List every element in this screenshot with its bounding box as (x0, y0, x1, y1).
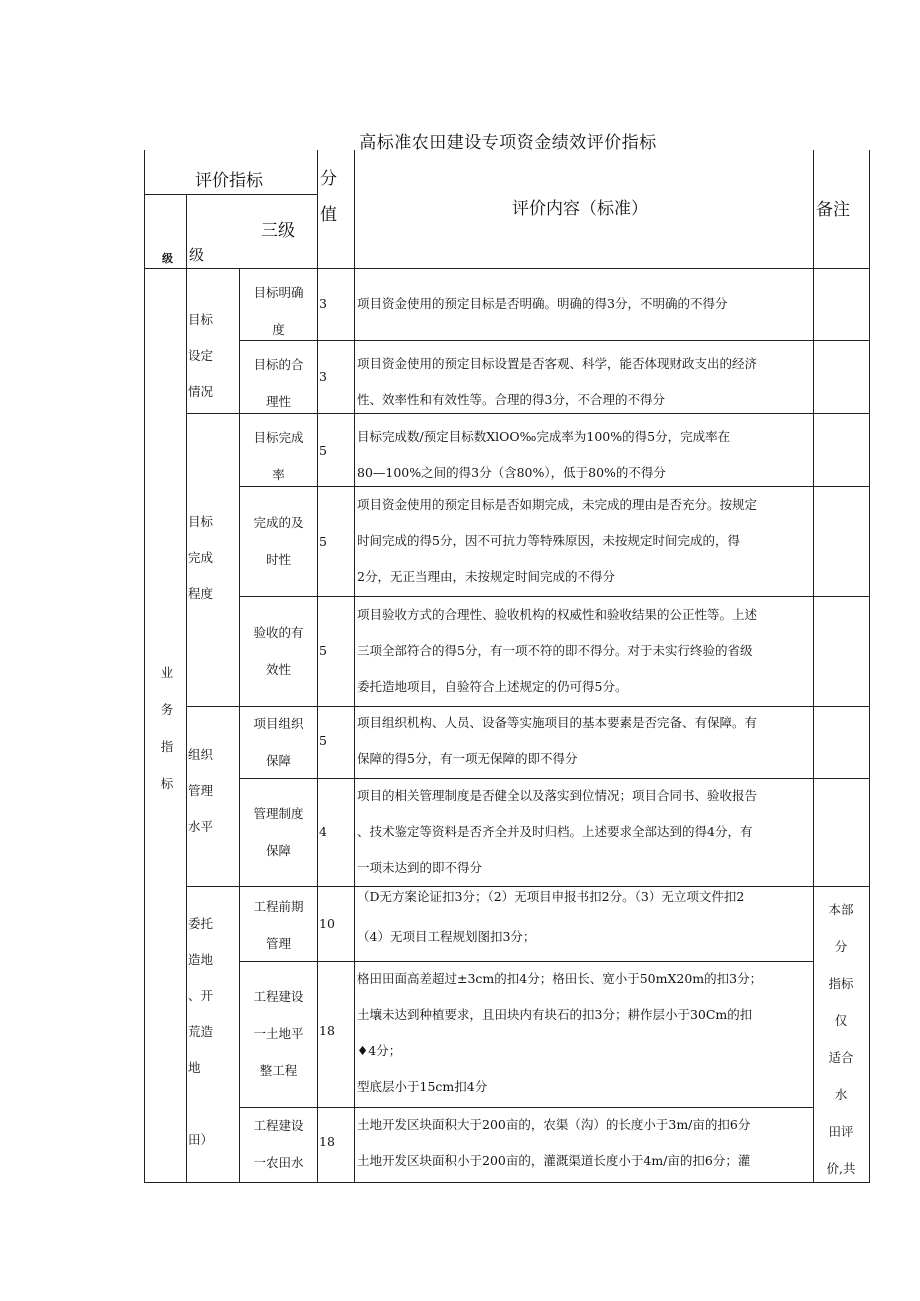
content-line: 一项未达到的即不得分 (357, 860, 483, 875)
level3-line: 工程建设 (253, 989, 304, 1004)
header-level1: 级 (162, 252, 173, 265)
level2-line: 荒造 (188, 1024, 214, 1039)
level3-line: 率 (272, 467, 285, 482)
level1-char: 务 (160, 702, 174, 717)
content-line: 保障的得5分，有一项无保障的即不得分 (357, 751, 578, 766)
score-cell: 10 (319, 916, 335, 931)
remark-line: 田评 (828, 1124, 854, 1139)
level2-goal-completion (188, 504, 213, 612)
level3-cell (240, 419, 317, 493)
content-cell (357, 346, 757, 418)
level2-line: 目标 (188, 514, 214, 529)
level2-line: 水平 (188, 819, 214, 834)
level2-line: 管理 (188, 783, 214, 798)
level3-cell (240, 346, 317, 420)
remark-line: 本部 (828, 902, 854, 917)
content-line: 土地开发区块面积大于200亩的，农渠（沟）的长度小于3m/亩的扣6分 (357, 1117, 751, 1132)
content-line: 土地开发区块面积小于200亩的，灌溉渠道长度小于4m/亩的扣6分；灌 (357, 1153, 751, 1168)
header-content: 评价内容（标准） (512, 199, 648, 219)
content-cell (357, 1107, 750, 1179)
content-cell (357, 705, 757, 777)
level3-line: 管理 (265, 936, 291, 951)
content-cell (357, 597, 757, 705)
remark-cell (813, 891, 869, 1187)
level2-commissioned-land (188, 906, 213, 1158)
score-cell: 5 (319, 534, 327, 549)
level3-line: 目标完成 (253, 430, 304, 445)
content-line: 时间完成的得5分，因不可抗力等特殊原因，未按规定时间完成的，得 (357, 533, 740, 548)
header-score-2: 值 (320, 205, 337, 225)
header-level3: 三级 (261, 221, 295, 241)
content-cell (357, 778, 757, 886)
content-cell (357, 961, 762, 1105)
score-cell: 3 (319, 296, 327, 311)
content-line: 型底层小于15cm扣4分 (357, 1079, 488, 1094)
content-line: 目标完成数/预定目标数XlOO‰完成率为100%的得5分，完成率在 (357, 429, 731, 444)
content-line: 项目验收方式的合理性、验收机构的权威性和验收结果的公正性等。上述 (357, 607, 758, 622)
header-score-1: 分 (320, 169, 337, 189)
content-line: 项目组织机构、人员、设备等实施项目的基本要素是否完备、有保障。有 (357, 715, 758, 730)
level1-char: 标 (160, 776, 174, 791)
remark-line: 价,共 (826, 1161, 856, 1176)
level3-line: 目标的合 (253, 357, 304, 372)
level3-cell (240, 978, 317, 1089)
level3-line: 度 (272, 322, 285, 337)
level3-cell (240, 705, 317, 779)
level3-line: 一农田水 (253, 1155, 304, 1170)
level3-cell (240, 274, 317, 348)
content-line: （D无方案论证扣3分；（2）无项目申报书扣2分。（3）无立项文件扣2 (357, 889, 745, 904)
header-remark: 备注 (816, 200, 850, 220)
score-cell: 4 (319, 824, 327, 839)
content-line: 三项全部符合的得5分，有一项不符的即不得分。对于未实行终验的省级 (357, 643, 753, 658)
content-line: 2分，无正当理由，未按规定时间完成的不得分 (357, 569, 615, 584)
level3-cell (240, 614, 317, 688)
content-cell (357, 419, 730, 491)
level2-line: 完成 (188, 550, 214, 565)
level3-line: 管理制度 (253, 806, 304, 821)
level2-line: 、开 (188, 988, 214, 1003)
level3-line: 工程建设 (253, 1118, 304, 1133)
level2-line: 情况 (188, 384, 214, 399)
level2-line: 造地 (188, 952, 214, 967)
level3-line: 理性 (265, 394, 291, 409)
level2-line: 组织 (188, 747, 214, 762)
level3-line: 工程前期 (253, 899, 304, 914)
content-line: 项目资金使用的预定目标是否如期完成，未完成的理由是否充分。按规定 (357, 497, 758, 512)
content-line: 格田田面高差超过±3cm的扣4分；格田长、宽小于50mX20m的扣3分； (357, 971, 763, 986)
level2-line: 地 (188, 1060, 201, 1075)
content-cell (357, 882, 744, 962)
content-line: 项目的相关管理制度是否健全以及落实到位情况；项目合同书、验收报告 (357, 788, 758, 803)
level2-line: 设定 (188, 348, 214, 363)
level3-line: 保障 (265, 843, 291, 858)
level2-goal-setting (188, 302, 213, 410)
remark-line: 适合 (828, 1050, 854, 1065)
content-line: 委托造地项目，自验符合上述规定的仍可得5分。 (357, 679, 628, 694)
level3-line: 目标明确 (253, 285, 304, 300)
level3-line: 验收的有 (253, 625, 304, 640)
level3-line: 项目组织 (253, 716, 304, 731)
level1-char: 指 (160, 739, 174, 754)
level3-line: 完成的及 (253, 515, 304, 530)
content-line: 80—100%之间的得3分（含80%），低于80%的不得分 (357, 465, 666, 480)
remark-line: 仅 (834, 1013, 848, 1028)
level2-line: 目标 (188, 312, 214, 327)
level3-cell (240, 795, 317, 869)
content-line: 、技术鉴定等资料是否齐全并及时归档。上述要求全部达到的得4分，有 (357, 824, 753, 839)
level2-line (188, 1086, 213, 1122)
header-eval-indicator: 评价指标 (195, 171, 263, 191)
content-line: 项目资金使用的预定目标设置是否客观、科学，能否体现财政支出的经济 (357, 356, 758, 371)
level3-line: 保障 (265, 753, 291, 768)
remark-line: 分 (834, 939, 848, 954)
score-cell: 5 (319, 443, 327, 458)
level2-organization-management (188, 737, 213, 845)
remark-line: 指标 (828, 976, 854, 991)
content-line: 项目资金使用的预定目标是否明确。明确的得3分，不明确的不得分 (357, 296, 728, 311)
content-cell (357, 286, 727, 322)
level2-line: 田） (188, 1132, 214, 1147)
content-line: 土壤未达到种植要求，且田块内有块石的扣3分；耕作层小于30Cm的扣 (357, 1007, 753, 1022)
level3-line: 整工程 (259, 1063, 298, 1078)
level3-line: 一土地平 (253, 1026, 304, 1041)
content-line: （4）无项目工程规划图扣3分； (357, 929, 536, 944)
remark-line: 水 (834, 1087, 848, 1102)
score-cell: 18 (319, 1023, 335, 1038)
page-title: 高标准农田建设专项资金绩效评价指标 (359, 133, 657, 153)
score-cell: 3 (319, 369, 327, 384)
content-line: ♦4分； (357, 1043, 402, 1058)
level3-cell (240, 1107, 317, 1181)
level1-char: 业 (160, 665, 174, 680)
level3-cell (240, 888, 317, 962)
score-cell: 5 (319, 643, 327, 658)
level3-line: 效性 (265, 662, 291, 677)
level2-line: 程度 (188, 586, 214, 601)
score-cell: 18 (319, 1134, 335, 1149)
level3-cell (240, 504, 317, 578)
score-cell: 5 (319, 733, 327, 748)
header-level2: 级 (189, 246, 205, 264)
content-line: 性、效率性和有效性等。合理的得3分，不合理的不得分 (357, 392, 665, 407)
level3-line: 时性 (265, 552, 291, 567)
level1-business-indicator (152, 654, 182, 802)
level2-line: 委托 (188, 916, 214, 931)
content-cell (357, 487, 757, 595)
